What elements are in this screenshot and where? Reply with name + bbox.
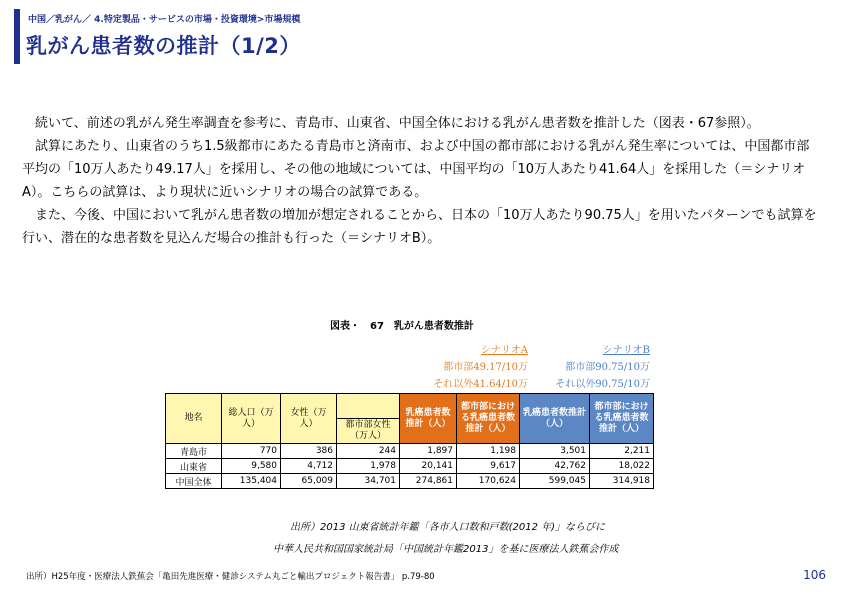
page-title: 乳がん患者数の推計（1/2） xyxy=(26,34,301,58)
cell-b-urban: 18,022 xyxy=(590,459,654,474)
header-population: 総人口（万人） xyxy=(222,394,281,444)
body-text xyxy=(22,112,822,250)
figure-source-line-1: 出所）2013 山東省統計年鑑「各市人口数和戸数(2012 年)」ならびに xyxy=(290,522,606,533)
cell-b-patients: 3,501 xyxy=(520,444,590,459)
header-a-urban: 都市部における乳癌患者数推計（人） xyxy=(457,394,520,444)
figure-title: 図表・ 67 乳がん患者数推計 xyxy=(330,321,474,332)
header-female: 女性（万人） xyxy=(281,394,337,444)
paragraph-3: また、今後、中国において乳がん患者数の増加が想定されることから、日本の「10万人あたり90.75人」を用いたパターンでも試算を行い、潜在的な患者数を見込んだ場合の推計も行った（＝シナリオB）。 xyxy=(22,208,817,246)
cell-population: 9,580 xyxy=(222,459,281,474)
footnote: 出所）H25年度・医療法人鉄蕉会「亀田先進医療・健診システム丸ごと輸出プロジェクト報告書」 p.79-80 xyxy=(26,572,435,582)
cell-urban-female: 1,978 xyxy=(337,459,400,474)
cell-a-patients: 1,897 xyxy=(400,444,457,459)
cell-b-patients: 599,045 xyxy=(520,474,590,489)
page-number: 106 xyxy=(803,568,826,582)
scenario-b-urban-rate: 都市部90.75/10万 xyxy=(565,362,650,373)
table-row xyxy=(166,459,654,474)
cell-population: 135,404 xyxy=(222,474,281,489)
patient-estimate-table xyxy=(165,393,654,489)
cell-urban-female: 244 xyxy=(337,444,400,459)
cell-b-patients: 42,762 xyxy=(520,459,590,474)
header-b-urban: 都市部における乳癌患者数推計（人） xyxy=(590,394,654,444)
cell-region: 山東省 xyxy=(166,459,222,474)
cell-a-patients: 274,861 xyxy=(400,474,457,489)
cell-region: 中国全体 xyxy=(166,474,222,489)
paragraph-1: 続いて、前述の乳がん発生率調査を参考に、青島市、山東省、中国全体における乳がん患者数を推計した（図表・67参照）。 xyxy=(35,116,760,131)
table-row xyxy=(166,444,654,459)
cell-b-urban: 314,918 xyxy=(590,474,654,489)
figure-source-line-2: 中華人民共和国国家統計局「中国統計年鑑2013」を基に医療法人鉄蕉会作成 xyxy=(273,544,619,555)
scenario-b-other-rate: それ以外90.75/10万 xyxy=(555,379,650,390)
paragraph-2: 試算にあたり、山東省のうち1.5級都市にあたる青島市と済南市、および中国の都市部における乳がん発生率については、中国都市部平均の「10万人あたり49.17人」を採用し、その他の地域については、中国平均の「10万人あたり41.64人」を採用した（＝シナリオA）。こちらの試算は、より現状に近いシナリオの場合の試算である。 xyxy=(22,139,810,200)
header-urban-female: 都市部女性（万人） xyxy=(337,419,400,444)
cell-b-urban: 2,211 xyxy=(590,444,654,459)
scenario-b-label: シナリオB xyxy=(602,345,650,356)
cell-female: 386 xyxy=(281,444,337,459)
cell-a-urban: 170,624 xyxy=(457,474,520,489)
header-spacer xyxy=(337,394,400,419)
header-region: 地名 xyxy=(166,394,222,444)
cell-a-patients: 20,141 xyxy=(400,459,457,474)
header-a-patients: 乳癌患者数推計（人） xyxy=(400,394,457,444)
cell-female: 4,712 xyxy=(281,459,337,474)
cell-urban-female: 34,701 xyxy=(337,474,400,489)
cell-region: 青島市 xyxy=(166,444,222,459)
cell-female: 65,009 xyxy=(281,474,337,489)
title-accent-bar xyxy=(14,9,20,64)
cell-population: 770 xyxy=(222,444,281,459)
scenario-a-other-rate: それ以外41.64/10万 xyxy=(433,379,528,390)
scenario-a-urban-rate: 都市部49.17/10万 xyxy=(443,362,528,373)
cell-a-urban: 9,617 xyxy=(457,459,520,474)
scenario-a-label: シナリオA xyxy=(480,345,528,356)
table-row xyxy=(166,474,654,489)
cell-a-urban: 1,198 xyxy=(457,444,520,459)
header-b-patients: 乳癌患者数推計（人） xyxy=(520,394,590,444)
breadcrumb: 中国／乳がん／ 4.特定製品・サービスの市場・投資環境>市場規模 xyxy=(28,15,301,25)
